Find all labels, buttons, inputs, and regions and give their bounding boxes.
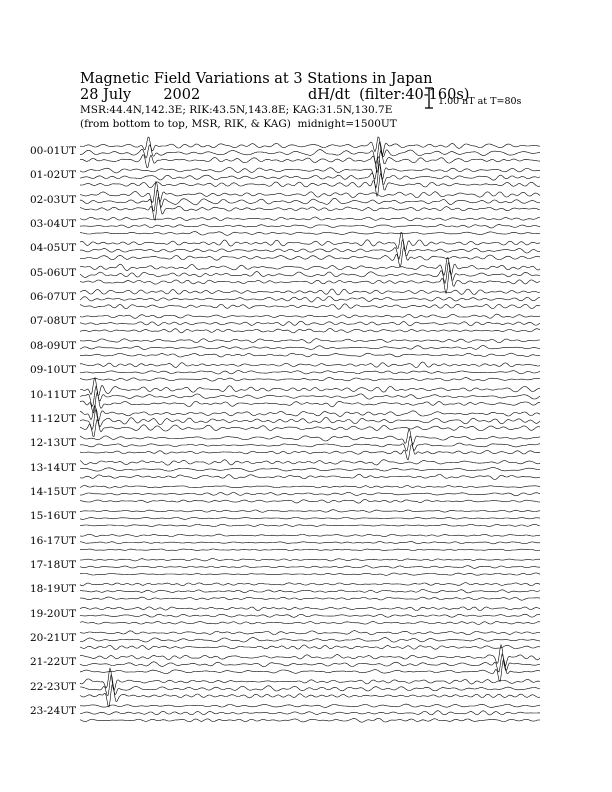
trace-msr xyxy=(80,173,540,196)
trace-rik xyxy=(80,225,540,228)
hour-label: 06-07UT xyxy=(30,291,77,304)
trace-rik xyxy=(80,638,540,643)
trace-rik xyxy=(80,675,540,695)
trace-msr xyxy=(80,378,540,382)
trace-kag xyxy=(80,258,540,276)
trace-kag xyxy=(80,362,540,368)
trace-rik xyxy=(80,711,540,715)
trace-rik xyxy=(80,614,540,617)
trace-rik xyxy=(80,590,540,593)
trace-msr xyxy=(80,573,540,575)
hour-label: 05-06UT xyxy=(30,266,77,279)
trace-msr xyxy=(80,718,540,722)
trace-kag xyxy=(80,339,540,343)
trace-rik xyxy=(80,371,540,374)
trace-kag xyxy=(80,559,540,561)
hour-label: 17-18UT xyxy=(30,558,77,571)
trace-kag xyxy=(80,704,540,707)
trace-msr xyxy=(80,329,540,333)
trace-rik xyxy=(80,517,540,519)
trace-msr xyxy=(80,622,540,625)
trace-kag xyxy=(80,232,540,251)
trace-rik xyxy=(80,346,540,350)
hour-label: 10-11UT xyxy=(30,388,77,401)
trace-rik xyxy=(80,542,540,544)
trace-kag xyxy=(80,314,540,318)
trace-msr xyxy=(80,150,540,172)
hour-label: 02-03UT xyxy=(30,193,77,206)
date-day: 28 July xyxy=(80,87,132,103)
trace-kag xyxy=(80,289,540,295)
hour-label: 11-12UT xyxy=(30,412,77,425)
chart-title: Magnetic Field Variations at 3 Stations in Japan xyxy=(80,71,433,87)
hour-label: 15-16UT xyxy=(30,510,77,523)
scale-bar-icon xyxy=(425,88,433,108)
trace-msr xyxy=(80,549,540,551)
hour-label: 12-13UT xyxy=(30,437,77,450)
trace-kag xyxy=(80,510,540,513)
date-year: 2002 xyxy=(163,87,201,103)
hour-label: 16-17UT xyxy=(30,534,77,547)
hour-label: 09-10UT xyxy=(30,364,77,377)
trace-rik xyxy=(80,436,540,451)
trace-kag xyxy=(80,217,540,221)
hour-label: 04-05UT xyxy=(30,242,77,255)
hour-label: 21-22UT xyxy=(30,656,77,669)
trace-msr xyxy=(80,420,540,437)
trace-msr xyxy=(80,270,540,294)
filter-label: (filter:40-160s) xyxy=(359,87,470,103)
trace-kag xyxy=(80,460,540,466)
hour-label: 01-02UT xyxy=(30,169,77,182)
quantity: dH/dt xyxy=(308,87,350,103)
trace-msr xyxy=(80,353,540,357)
hour-label: 13-14UT xyxy=(30,461,77,474)
order-note: (from bottom to top, MSR, RIK, & KAG) xyxy=(80,118,291,130)
trace-msr xyxy=(80,660,540,682)
trace-msr xyxy=(80,645,540,650)
trace-msr xyxy=(80,304,540,309)
trace-rik xyxy=(80,566,540,569)
trace-rik xyxy=(80,492,540,495)
trace-kag xyxy=(80,631,540,635)
hour-label: 19-20UT xyxy=(30,607,77,620)
trace-msr xyxy=(80,499,540,503)
traces xyxy=(80,137,540,722)
hour-label: 20-21UT xyxy=(30,632,77,644)
trace-msr xyxy=(80,232,540,236)
trace-rik xyxy=(80,468,540,472)
station-list: MSR:44.4N,142.3E; RIK:43.5N,143.8E; KAG:31.5N,130.7E xyxy=(80,104,393,116)
hour-label: 22-23UT xyxy=(30,680,77,693)
trace-msr xyxy=(80,597,540,600)
hour-label: 23-24UT xyxy=(30,705,77,718)
midnight-note: midnight=1500UT xyxy=(297,118,397,130)
hour-label: 07-08UT xyxy=(30,315,77,328)
hour-label: 00-01UT xyxy=(30,145,77,157)
hour-label: 08-09UT xyxy=(30,339,77,352)
trace-kag xyxy=(80,583,540,586)
scale-bar-label: 1.00 nT at T=80s xyxy=(438,96,522,107)
hour-label: 18-19UT xyxy=(30,583,77,596)
trace-kag xyxy=(80,534,540,537)
hour-label: 03-04UT xyxy=(30,218,77,231)
trace-kag xyxy=(80,429,540,444)
trace-msr xyxy=(80,524,540,526)
trace-kag xyxy=(80,405,540,421)
trace-kag xyxy=(80,486,540,489)
trace-kag xyxy=(80,607,540,611)
trace-rik xyxy=(80,321,540,326)
hour-label: 14-15UT xyxy=(30,485,77,498)
trace-rik xyxy=(80,297,540,302)
trace-msr xyxy=(80,474,540,479)
